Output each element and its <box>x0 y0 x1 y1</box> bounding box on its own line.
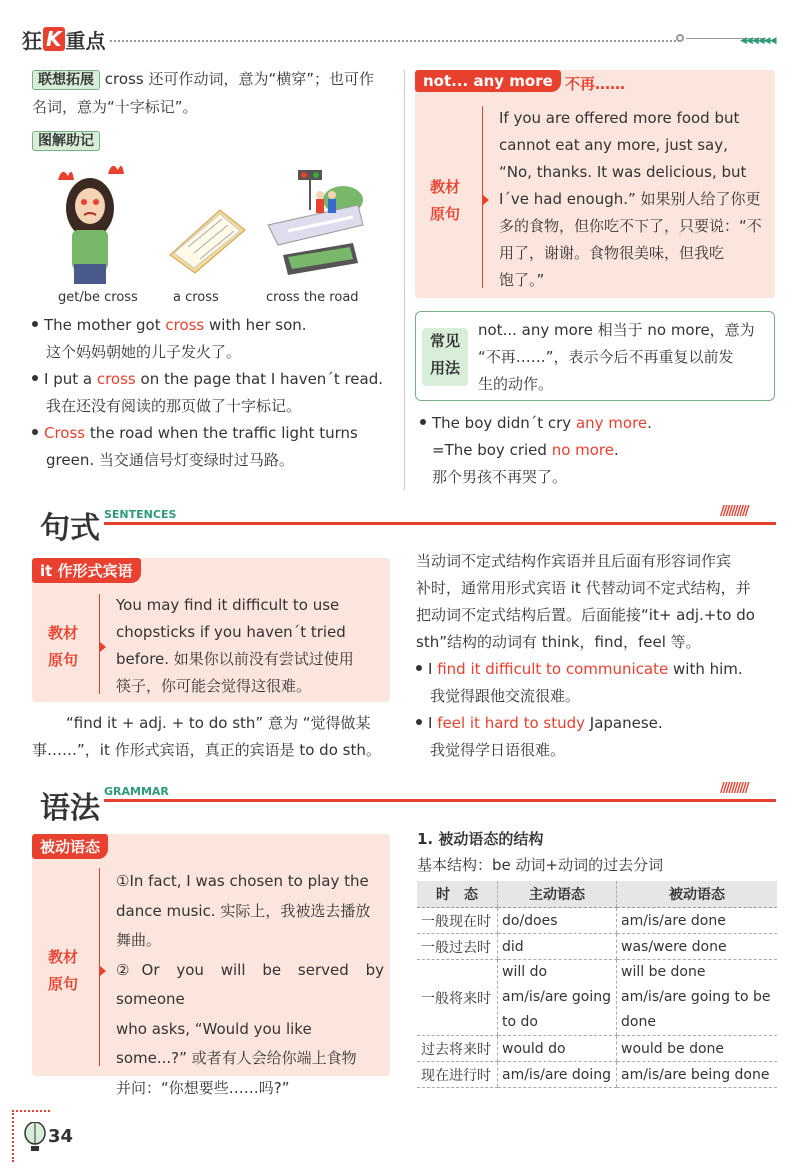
section-en-grammar: GRAMMAR <box>104 785 169 798</box>
it-object-text: You may find it difficult to use chopsticks if you haven´t tried before. 如果你以前没有尝试过使用 筷子，你可能会觉得这很难。 <box>116 596 354 695</box>
example-2: I put a cross on the page that I haven´t read. <box>32 366 402 393</box>
logo-k: K <box>43 27 65 51</box>
side-arrow-1-icon <box>483 195 489 205</box>
side-arrow-3-icon <box>100 966 106 976</box>
section-line-grammar <box>104 799 776 802</box>
table-row: 一般过去时 did was/were done <box>417 934 777 960</box>
structure-title: 1. 被动语态的结构 <box>417 830 544 848</box>
cross-examples <box>32 312 402 474</box>
textbook-sentence-label-2: 教材 原句 <box>48 624 79 669</box>
example-2-cn: 我在还没有阅读的那页做了十字标记。 <box>46 397 302 415</box>
passive-tense-table <box>417 881 777 1088</box>
header-circle <box>676 34 684 42</box>
common-usage-text: not... any more 相当于 no more，意为 “不再……”，表示今后不再重复以前发 生的动作。 <box>478 321 755 393</box>
cross-road-illustration <box>258 165 368 280</box>
column-divider <box>404 70 405 490</box>
tag-illustration: 图解助记 <box>32 131 100 151</box>
section-hatch-sentences: ////////// <box>720 504 748 519</box>
passive-label: 被动语态 <box>32 834 108 859</box>
expand-text <box>32 66 392 121</box>
common-usage-label: 常见 用法 <box>422 328 468 386</box>
it-object-explanation: “find it + adj. + to do sth” 意为 “觉得做某 事……”，it 作形式宾语，真正的宾语是 to do sth。 <box>32 714 381 759</box>
table-head-tense: 时 态 <box>417 881 498 908</box>
side-arrow-2-icon <box>100 642 106 652</box>
header-arrows-icon: ◀◀◀◀◀◀ <box>740 36 776 46</box>
angry-mother-illustration <box>50 160 130 285</box>
example-1-cn: 这个妈妈朝她的儿子发火了。 <box>46 343 242 361</box>
passive-text: ①In fact, I was chosen to play the dance music. 实际上，我被选去播放 舞曲。 ②Or you will be served by someone who asks, “Would you like some...?” 或者有人会给你端上食物 并问：“你想要些……吗?” <box>116 872 384 1097</box>
not-any-more-label-cn: 不再…… <box>565 75 626 93</box>
logo-text: 狂 <box>22 28 42 53</box>
example-3-cn: green. 当交通信号灯变绿时过马路。 <box>46 451 294 469</box>
not-any-more-label: not... any more <box>415 70 561 92</box>
textbook-sentence-label-3: 教材 原句 <box>48 948 79 993</box>
page-number: 34 <box>48 1126 74 1147</box>
caption-get-cross: get/be cross <box>58 290 138 305</box>
header-dotted-line <box>110 40 680 42</box>
example-3: Cross the road when the traffic light turns <box>32 420 402 447</box>
section-en-sentences: SENTENCES <box>104 508 177 521</box>
it-object-rule: 当动词不定式结构作宾语并且后面有形容词作宾 补时，通常用形式宾语 it 代替动词不定式结构，并 把动词不定式结构后置。后面能接“it+ adj.+to do sth”结构的动词有 think，find，feel 等。 I find it difficult to communicate with him. 我觉得跟他交流很难。 I feel it hard to study Japanese. 我觉得学日语很难。 <box>416 548 778 764</box>
not-any-more-examples: The boy didn´t cry any more. =The boy cried no more. 那个男孩不再哭了。 <box>420 410 770 491</box>
table-row: 一般现在时 do/does am/is/are done <box>417 908 777 934</box>
table-row: 现在进行时 am/is/are doing am/is/are being done <box>417 1062 777 1088</box>
tag-expand: 联想拓展 <box>32 70 100 90</box>
table-head-active: 主动语态 <box>498 881 617 908</box>
section-line-sentences <box>104 522 776 525</box>
logo-text-2: 重点 <box>65 28 106 53</box>
expand-line-2: 名词，意为“十字标记”。 <box>32 98 198 116</box>
table-row: 一般将来时 will do am/is/are going to do will be done am/is/are going to be done <box>417 960 777 1036</box>
not-any-more-text: If you are offered more food but cannot eat any more, just say, “No, thanks. It was delicious, but I´ve had enough.” 如果别人给了你更 多的食物，但你吃不下了，只要说：“不 用了，谢谢。食物很美味，但我吃 饱了。” <box>499 109 762 289</box>
expand-line-1: cross 还可作动词，意为“横穿”；也可作 <box>104 70 374 88</box>
it-object-label: it 作形式宾语 <box>32 558 141 583</box>
caption-cross-road: cross the road <box>266 290 359 305</box>
table-head-passive: 被动语态 <box>617 881 778 908</box>
example-1: The mother got cross with her son. <box>32 312 402 339</box>
tag-illustration-wrap <box>32 130 100 150</box>
table-row: 过去将来时 would do would be done <box>417 1036 777 1062</box>
structure-basic: 基本结构：be 动词+动词的过去分词 <box>417 856 664 874</box>
section-hatch-grammar: ////////// <box>720 781 748 796</box>
textbook-sentence-label-1: 教材 原句 <box>430 178 461 223</box>
section-title-grammar: 语法 <box>40 791 100 826</box>
book-logo <box>22 26 106 52</box>
cross-book-illustration <box>160 205 250 275</box>
section-title-sentences: 句式 <box>40 511 100 546</box>
caption-a-cross: a cross <box>173 290 219 305</box>
balloon-icon <box>22 1122 48 1152</box>
